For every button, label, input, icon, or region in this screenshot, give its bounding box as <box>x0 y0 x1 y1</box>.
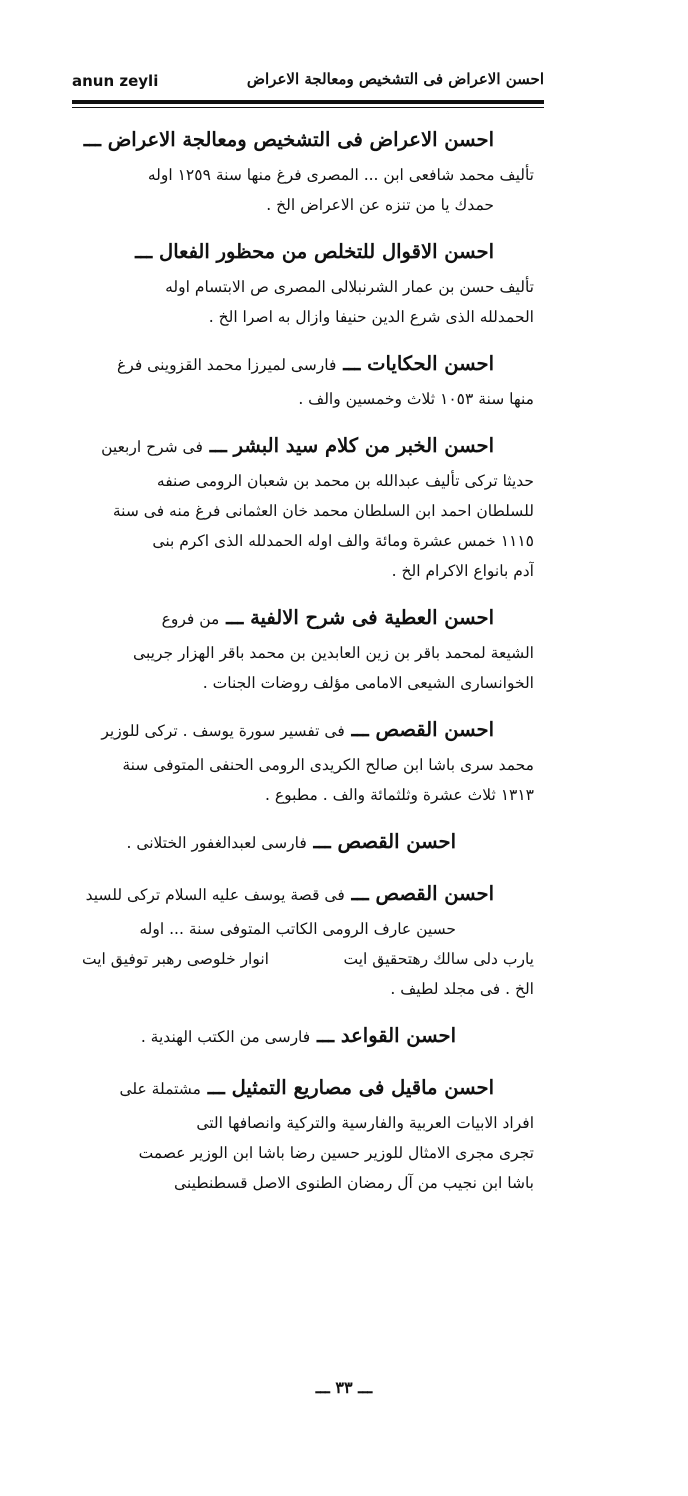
entry-line: ١١١٥ خمس عشرة ومائة والف اوله الحمدلله الذى اكرم بنى <box>152 532 534 550</box>
entry-line: منها سنة ١٠٥٣ ثلاث وخمسين والف . <box>298 390 534 408</box>
entry-title-rest: فارسى لميرزا محمد القزوينى فرغ <box>117 356 337 374</box>
entry-line: الحمدلله الذى شرع الدين حنيفا وازال به اصرا الخ . <box>208 308 534 326</box>
entry-line: حديثا تركى تأليف عبدالله بن محمد بن شعبان الرومى صنفه <box>156 472 534 490</box>
entry-title-rest: فارسى لعبدالغفور الختلانى . <box>126 834 307 852</box>
entry-title-rest: من فروع <box>161 610 220 628</box>
header-left-text: anun zeyli <box>72 72 159 90</box>
entry-title-rest: مشتملة على <box>119 1080 201 1098</box>
entry-title: احسن الخبر من كلام سيد البشر ـــ فى شرح اربعين <box>101 434 494 457</box>
entry-line: آدم بانواع الاكرام الخ . <box>391 562 534 580</box>
entry-line: تجرى مجرى الامثال للوزير حسين رضا باشا ابن الوزير عصمت <box>138 1144 534 1162</box>
entry-line: الشيعة لمحمد باقر بن زين العابدين بن محمد باقر الهزار جريبى <box>133 644 534 662</box>
entries-column <box>82 120 534 1198</box>
entry <box>82 874 534 1004</box>
entry-line: حسين عارف الرومى الكاتب المتوفى سنة ... اوله <box>139 920 456 938</box>
entry-title: احسن الحكايات ـــ فارسى لميرزا محمد القزوينى فرغ <box>117 352 494 375</box>
page-number: ـــ ٣٣ ـــ <box>315 1378 373 1397</box>
verse-hemistich: انوار خلوصى رهبر توفيق ايت <box>82 950 269 968</box>
entry <box>82 1068 534 1198</box>
entry <box>82 822 534 862</box>
verse-hemistich: يارب دلى سالك رهتحقيق ايت <box>343 950 534 968</box>
header-rule-thin <box>72 107 544 108</box>
entry-line: باشا ابن نجيب من آل رمضان الطنوى الاصل قسطنطينى <box>173 1174 534 1192</box>
entry-line: حمدك يا من تنزه عن الاعراض الخ . <box>266 196 494 214</box>
entry <box>82 344 534 414</box>
entry <box>82 120 534 220</box>
entry-line: للسلطان احمد ابن السلطان محمد خان العثمانى فرغ منه فى سنة <box>112 502 534 520</box>
header-right-title: احسن الاعراض فى التشخيص ومعالجة الاعراض <box>246 70 544 88</box>
entry-line: تأليف حسن بن عمار الشرنبلالى المصرى ص الابتسام اوله <box>165 278 534 296</box>
entry-line: تأليف محمد شافعى ابن ... المصرى فرغ منها سنة ١٢٥٩ اوله <box>147 166 534 184</box>
verse-line <box>82 944 534 974</box>
entry <box>82 232 534 332</box>
entry-title: احسن القواعد ـــ فارسى من الكتب الهندية . <box>140 1024 456 1047</box>
entry-title: احسن الاقوال للتخلص من محظور الفعال ـــ <box>135 240 494 263</box>
entry-title-rest: فى قصة يوسف عليه السلام تركى للسيد <box>85 886 345 904</box>
entry-title-rest: فارسى من الكتب الهندية . <box>140 1028 311 1046</box>
header-rule-thick <box>72 100 544 104</box>
entry-title: احسن القصص ـــ فى تفسير سورة يوسف . تركى للوزير <box>101 718 494 741</box>
entry <box>82 426 534 586</box>
entry-line: الخوانسارى الشيعى الامامى مؤلف روضات الجنات . <box>202 674 534 692</box>
entry-title: احسن ماقيل فى مصاريع التمثيل ـــ مشتملة على <box>119 1076 494 1099</box>
entry-title-rest: فى تفسير سورة يوسف . تركى للوزير <box>101 722 345 740</box>
entry <box>82 598 534 698</box>
entry-title: احسن العطية فى شرح الالفية ـــ من فروع <box>161 606 494 629</box>
running-header <box>72 70 544 96</box>
entry <box>82 710 534 810</box>
entry-line: الخ . فى مجلد لطيف . <box>390 980 534 998</box>
entry-line: محمد سرى باشا ابن صالح الكريدى الرومى الحنفى المتوفى سنة <box>122 756 534 774</box>
entry-title: احسن الاعراض فى التشخيص ومعالجة الاعراض ـــ <box>83 128 494 151</box>
entry <box>82 1016 534 1056</box>
entry-title-rest: فى شرح اربعين <box>101 438 203 456</box>
entry-line: افراد الابيات العربية والفارسية والتركية وانصافها التى <box>196 1114 534 1132</box>
entry-line: ١٣١٣ ثلاث عشرة وثلثمائة والف . مطبوع . <box>265 786 534 804</box>
entry-title: احسن القصص ـــ فى قصة يوسف عليه السلام تركى للسيد <box>85 882 494 905</box>
entry-title: احسن القصص ـــ فارسى لعبدالغفور الختلانى . <box>126 830 456 853</box>
